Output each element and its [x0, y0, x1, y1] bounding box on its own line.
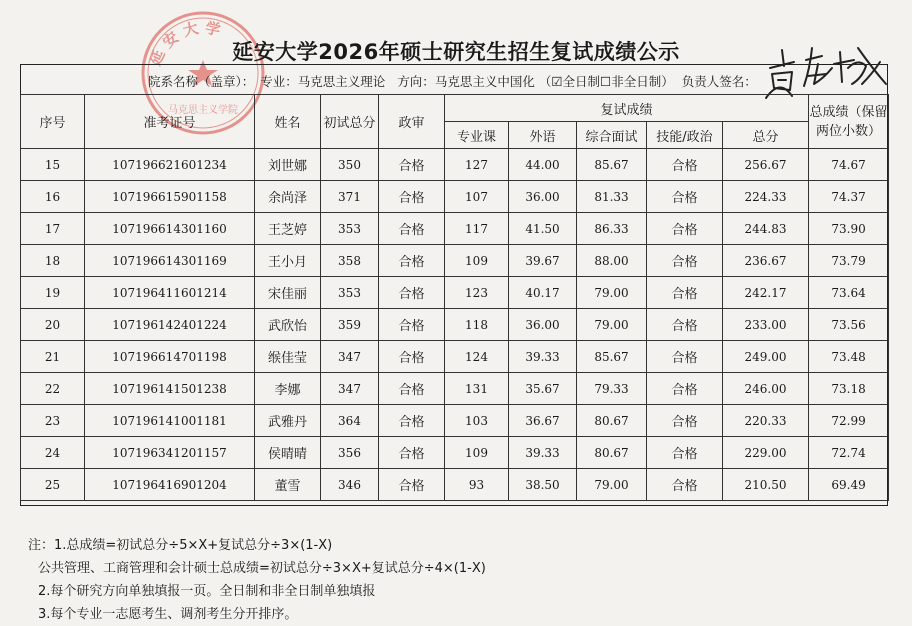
cell-total: 244.83: [723, 213, 809, 245]
header-retest-total: 总分: [723, 122, 809, 149]
cell-name: 王芝婷: [255, 213, 321, 245]
cell-seq: 16: [21, 181, 85, 213]
cell-lang: 38.50: [509, 469, 577, 501]
cell-skills: 合格: [647, 181, 723, 213]
cell-total: 249.00: [723, 341, 809, 373]
cell-interview: 85.67: [577, 149, 647, 181]
header-name: 姓名: [255, 95, 321, 149]
cell-major: 127: [445, 149, 509, 181]
cell-lang: 35.67: [509, 373, 577, 405]
cell-skills: 合格: [647, 277, 723, 309]
cell-name: 武欣怡: [255, 309, 321, 341]
cell-name: 李娜: [255, 373, 321, 405]
cell-exam-id: 107196141001181: [85, 405, 255, 437]
header-major-course: 专业课: [445, 122, 509, 149]
cell-initial: 353: [321, 277, 379, 309]
table-row: [21, 405, 889, 437]
cell-seq: 17: [21, 213, 85, 245]
cell-major: 117: [445, 213, 509, 245]
table-row: [21, 341, 889, 373]
page-title: 延安大学2026年硕士研究生招生复试成绩公示: [232, 40, 680, 64]
cell-skills: 合格: [647, 149, 723, 181]
table-row: [21, 245, 889, 277]
cell-political: 合格: [379, 213, 445, 245]
cell-name: 余尚泽: [255, 181, 321, 213]
table-header-row: [21, 95, 889, 122]
header-seq: 序号: [21, 95, 85, 149]
svg-text:延 安 大 学: 延 安 大 学: [146, 18, 223, 69]
cell-political: 合格: [379, 277, 445, 309]
cell-final: 72.99: [809, 405, 889, 437]
cell-final: 73.48: [809, 341, 889, 373]
cell-major: 131: [445, 373, 509, 405]
cell-seq: 24: [21, 437, 85, 469]
cell-exam-id: 107196416901204: [85, 469, 255, 501]
notes: [28, 534, 486, 626]
dept-label: 院系名称（盖章）：: [148, 74, 255, 89]
direction-label: 方向：: [397, 74, 435, 89]
cell-seq: 25: [21, 469, 85, 501]
cell-total: 242.17: [723, 277, 809, 309]
cell-exam-id: 107196341201157: [85, 437, 255, 469]
cell-initial: 350: [321, 149, 379, 181]
cell-major: 118: [445, 309, 509, 341]
cell-lang: 36.00: [509, 309, 577, 341]
cell-major: 93: [445, 469, 509, 501]
scores-table: [20, 94, 889, 501]
cell-political: 合格: [379, 149, 445, 181]
cell-final: 69.49: [809, 469, 889, 501]
cell-lang: 40.17: [509, 277, 577, 309]
cell-major: 123: [445, 277, 509, 309]
cell-seq: 21: [21, 341, 85, 373]
note-line-1: 注：1.总成绩=初试总分÷5×X+复试总分÷3×(1-X): [28, 538, 333, 553]
table-row: [21, 437, 889, 469]
cell-exam-id: 107196142401224: [85, 309, 255, 341]
cell-exam-id: 107196615901158: [85, 181, 255, 213]
cell-major: 109: [445, 245, 509, 277]
cell-political: 合格: [379, 437, 445, 469]
cell-major: 109: [445, 437, 509, 469]
note-line-2: 公共管理、工商管理和会计硕士总成绩=初试总分÷3×X+复试总分÷4×(1-X): [38, 561, 486, 576]
cell-seq: 22: [21, 373, 85, 405]
cell-initial: 358: [321, 245, 379, 277]
cell-seq: 19: [21, 277, 85, 309]
cell-major: 103: [445, 405, 509, 437]
cell-political: 合格: [379, 405, 445, 437]
cell-final: 73.79: [809, 245, 889, 277]
cell-interview: 79.00: [577, 469, 647, 501]
cell-initial: 364: [321, 405, 379, 437]
cell-exam-id: 107196411601214: [85, 277, 255, 309]
cell-lang: 39.33: [509, 341, 577, 373]
direction-value: 马克思主义中国化: [434, 74, 535, 89]
table-row: [21, 213, 889, 245]
cell-skills: 合格: [647, 245, 723, 277]
header-final-total: 总成绩（保留两位小数）: [809, 95, 889, 149]
table-row: [21, 309, 889, 341]
major-value: 马克思主义理论: [297, 74, 386, 89]
header-exam-id: 准考证号: [85, 95, 255, 149]
cell-political: 合格: [379, 469, 445, 501]
cell-seq: 20: [21, 309, 85, 341]
header-foreign-lang: 外语: [509, 122, 577, 149]
cell-skills: 合格: [647, 341, 723, 373]
cell-initial: 356: [321, 437, 379, 469]
cell-name: 王小月: [255, 245, 321, 277]
cell-name: 缑佳莹: [255, 341, 321, 373]
cell-skills: 合格: [647, 437, 723, 469]
header-retest-group: 复试成绩: [445, 95, 809, 122]
cell-total: 224.33: [723, 181, 809, 213]
info-row: [20, 66, 888, 96]
cell-major: 107: [445, 181, 509, 213]
cell-political: 合格: [379, 181, 445, 213]
cell-initial: 347: [321, 373, 379, 405]
cell-final: 73.90: [809, 213, 889, 245]
cell-skills: 合格: [647, 373, 723, 405]
cell-interview: 85.67: [577, 341, 647, 373]
cell-total: 233.00: [723, 309, 809, 341]
cell-exam-id: 107196614301169: [85, 245, 255, 277]
cell-exam-id: 107196141501238: [85, 373, 255, 405]
study-mode: （☑全日制☐非全日制）: [538, 74, 674, 89]
cell-exam-id: 107196621601234: [85, 149, 255, 181]
svg-text:马克思主义学院: 马克思主义学院: [168, 105, 238, 116]
signer-label: 负责人签名：: [681, 74, 757, 89]
cell-name: 刘世娜: [255, 149, 321, 181]
cell-name: 宋佳丽: [255, 277, 321, 309]
table-row: [21, 469, 889, 501]
cell-seq: 23: [21, 405, 85, 437]
note-line-3: 2.每个研究方向单独填报一页。全日制和非全日制单独填报: [38, 584, 376, 599]
cell-total: 256.67: [723, 149, 809, 181]
cell-total: 210.50: [723, 469, 809, 501]
cell-name: 武雅丹: [255, 405, 321, 437]
cell-final: 72.74: [809, 437, 889, 469]
cell-total: 220.33: [723, 405, 809, 437]
cell-exam-id: 107196614701198: [85, 341, 255, 373]
cell-initial: 371: [321, 181, 379, 213]
cell-major: 124: [445, 341, 509, 373]
cell-initial: 359: [321, 309, 379, 341]
cell-lang: 36.67: [509, 405, 577, 437]
cell-lang: 44.00: [509, 149, 577, 181]
cell-skills: 合格: [647, 309, 723, 341]
cell-interview: 79.00: [577, 309, 647, 341]
cell-seq: 15: [21, 149, 85, 181]
table-row: [21, 149, 889, 181]
cell-name: 董雪: [255, 469, 321, 501]
header-interview: 综合面试: [577, 122, 647, 149]
cell-political: 合格: [379, 341, 445, 373]
cell-skills: 合格: [647, 213, 723, 245]
cell-lang: 41.50: [509, 213, 577, 245]
cell-political: 合格: [379, 245, 445, 277]
cell-initial: 347: [321, 341, 379, 373]
cell-initial: 346: [321, 469, 379, 501]
cell-lang: 39.33: [509, 437, 577, 469]
cell-final: 74.37: [809, 181, 889, 213]
cell-total: 229.00: [723, 437, 809, 469]
cell-final: 74.67: [809, 149, 889, 181]
cell-skills: 合格: [647, 405, 723, 437]
cell-interview: 80.67: [577, 405, 647, 437]
cell-interview: 86.33: [577, 213, 647, 245]
cell-lang: 39.67: [509, 245, 577, 277]
cell-total: 246.00: [723, 373, 809, 405]
cell-interview: 79.00: [577, 277, 647, 309]
cell-initial: 353: [321, 213, 379, 245]
table-row: [21, 181, 889, 213]
header-skills: 技能/政治: [647, 122, 723, 149]
cell-total: 236.67: [723, 245, 809, 277]
cell-final: 73.64: [809, 277, 889, 309]
cell-final: 73.18: [809, 373, 889, 405]
cell-interview: 81.33: [577, 181, 647, 213]
header-initial-total: 初试总分: [321, 95, 379, 149]
cell-name: 侯晴晴: [255, 437, 321, 469]
cell-political: 合格: [379, 373, 445, 405]
major-label: 专业：: [260, 74, 298, 89]
table-row: [21, 373, 889, 405]
cell-final: 73.56: [809, 309, 889, 341]
header-political: 政审: [379, 95, 445, 149]
note-line-4: 3.每个专业一志愿考生、调剂考生分开排序。: [38, 607, 298, 622]
cell-interview: 79.33: [577, 373, 647, 405]
cell-interview: 88.00: [577, 245, 647, 277]
table-row: [21, 277, 889, 309]
cell-skills: 合格: [647, 469, 723, 501]
cell-political: 合格: [379, 309, 445, 341]
cell-lang: 36.00: [509, 181, 577, 213]
cell-seq: 18: [21, 245, 85, 277]
cell-exam-id: 107196614301160: [85, 213, 255, 245]
cell-interview: 80.67: [577, 437, 647, 469]
